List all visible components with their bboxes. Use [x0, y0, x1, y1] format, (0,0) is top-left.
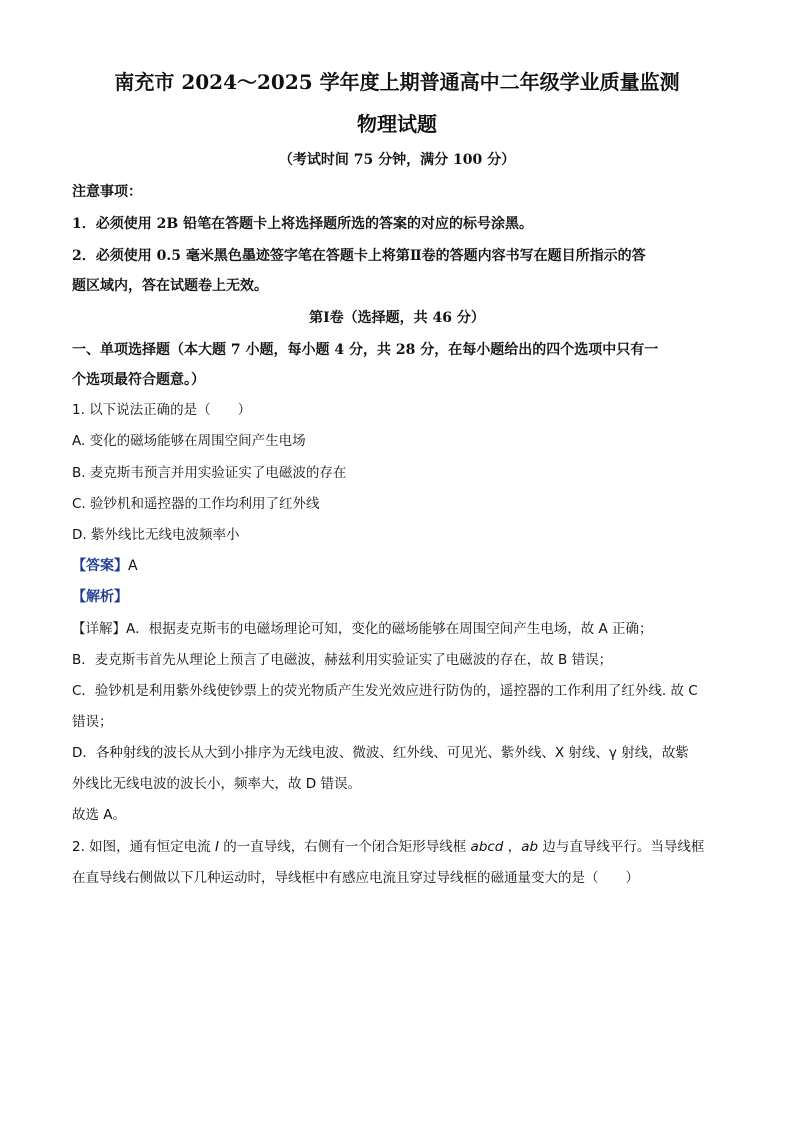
question-2-line-2: 在直导线右侧做以下几种运动时，导线框中有感应电流且穿过导线框的磁通量变大的是（ ） [72, 870, 639, 886]
question-1-stem: 1. 以下说法正确的是（ ） [72, 402, 252, 418]
analysis-tag: 解析 [86, 589, 114, 605]
exam-title: 南充市 2024～2025 学年度上期普通高中二年级学业质量监测 [114, 70, 680, 94]
section-title: 第Ⅰ卷（选择题，共 46 分） [309, 310, 485, 326]
part-title-line-1: 一、单项选择题（本大题 7 小题，每小题 4 分，共 28 分，在每小题给出的四个选项中只有一 [72, 342, 659, 358]
question-1-conclusion: 故选 A。 [72, 807, 127, 823]
q2-var-i: I [214, 839, 219, 855]
detail-tag-close: 】 [112, 621, 126, 637]
note-item-2-line-1: 2．必须使用 0.5 毫米黑色墨迹签字笔在答题卡上将第Ⅱ卷的答题内容书写在题目所指示的答 [72, 248, 646, 264]
q2-text-b: 的一直导线，右侧有一个闭合矩形导线框 [218, 839, 471, 855]
detail-tag-open: 【 [72, 621, 86, 637]
part-title-line-2: 个选项最符合题意。） [72, 372, 205, 388]
q2-text-d: 边与直导线平行。当导线框 [538, 839, 705, 855]
exam-info: （考试时间 75 分钟，满分 100 分） [278, 152, 516, 168]
q2-text-a: 2. 如图，通有恒定电流 [72, 839, 215, 855]
question-1-option-b: B. 麦克斯韦预言并用实验证实了电磁波的存在 [72, 465, 347, 481]
answer-tag-open: 【 [72, 558, 86, 574]
notes-heading: 注意事项： [72, 184, 142, 200]
detail-line-3: C．验钞机是利用紫外线使钞票上的荧光物质产生发光效应进行防伪的，遥控器的工作利用了红外线. 故 C [72, 683, 698, 699]
detail-tag: 详解 [85, 621, 113, 637]
question-1-option-d: D. 紫外线比无线电波频率小 [72, 527, 240, 543]
analysis-row [72, 587, 128, 607]
question-1-option-c: C. 验钞机和遥控器的工作均利用了红外线 [72, 496, 320, 512]
q2-text-c: ， [503, 839, 522, 855]
subject-title: 物理试题 [357, 112, 437, 136]
q2-var-abcd: abcd [470, 839, 504, 855]
question-1-option-a: A. 变化的磁场能够在周围空间产生电场 [72, 433, 306, 449]
answer-tag: 答案 [86, 558, 114, 574]
note-item-2-line-2: 题区域内，答在试题卷上无效。 [72, 278, 268, 294]
q2-var-ab: ab [521, 839, 539, 855]
answer-value: A [128, 558, 138, 574]
detail-line-2: B．麦克斯韦首先从理论上预言了电磁波，赫兹利用实验证实了电磁波的存在，故 B 错误； [72, 652, 613, 668]
analysis-tag-close: 】 [114, 589, 128, 605]
detail-line-4: 错误； [72, 714, 113, 730]
analysis-tag-open: 【 [72, 589, 86, 605]
detail-line-5: D．各种射线的波长从大到小排序为无线电波、微波、红外线、可见光、紫外线、X 射线、γ 射线，故紫 [72, 745, 689, 761]
answer-tag-close: 】 [114, 558, 128, 574]
note-item-1: 1．必须使用 2B 铅笔在答题卡上将选择题所选的答案的对应的标号涂黑。 [72, 216, 534, 232]
question-2-line-1 [72, 837, 704, 857]
answer-row [72, 556, 138, 576]
detail-text-1: A．根据麦克斯韦的电磁场理论可知，变化的磁场能够在周围空间产生电场，故 A 正确； [126, 621, 653, 637]
detail-line-6: 外线比无线电波的波长小，频率大，故 D 错误。 [72, 776, 361, 792]
detail-line-1 [72, 619, 653, 639]
